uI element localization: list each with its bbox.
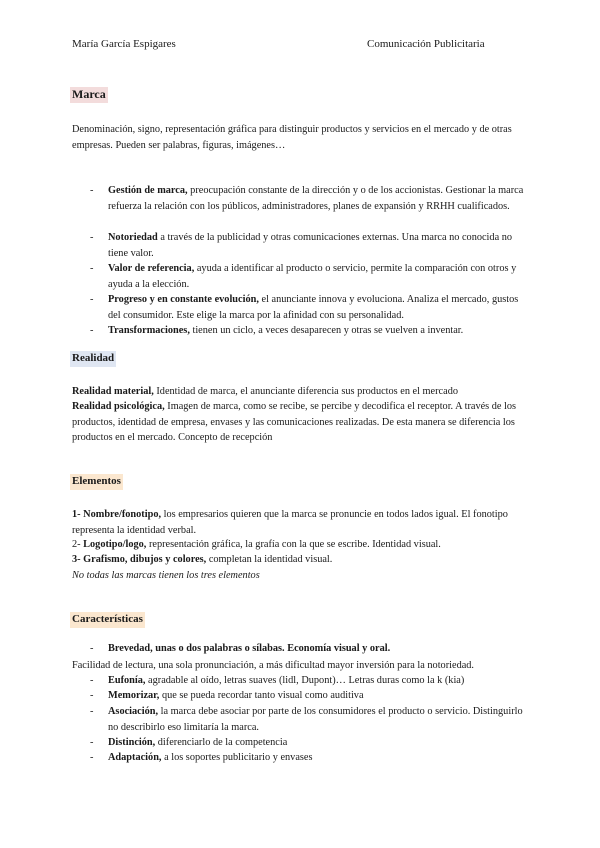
bullet-term: Progreso y en constante evolución,	[108, 294, 259, 305]
bullet-term: Distinción,	[108, 737, 156, 748]
elemento-text: representación gráfica, la grafía con la que se escribe. Identidad visual.	[146, 539, 441, 550]
elemento-term: Grafismo, dibujos y colores,	[83, 554, 207, 565]
bullet-text: el anunciante innova y evoluciona. Analiza el mercado, gustos del consumidor. Este elige la marca por la afinidad con su personalidad.	[108, 294, 519, 321]
bullet-term: Gestión de marca,	[108, 185, 188, 196]
elementos-note-text: No todas las marcas tienen los tres elementos	[72, 570, 260, 581]
realidad-psicologica	[72, 399, 532, 446]
elemento-prefix: 1-	[72, 509, 84, 520]
elemento-item	[72, 552, 532, 568]
bullet-term: Memorizar,	[108, 690, 160, 701]
bullet-term: Asociación,	[108, 706, 159, 717]
realidad-material-text: Identidad de marca, el anunciante diferencia sus productos en el mercado	[153, 386, 458, 397]
elemento-text: completan la identidad visual.	[206, 554, 333, 565]
bullet-text: la marca debe asociar por parte de los consumidores el producto o servicio. Distinguirlo no describirlo eso limitaría la marca.	[108, 706, 523, 733]
bullet-text: ayuda a identificar al producto o servicio, permite la comparación con otros y ayuda a la elección.	[108, 263, 517, 290]
elemento-item	[72, 537, 532, 553]
bullet-text: preocupación constante de la dirección y o de los accionistas. Gestionar la marca refuerza la relación con los públicos, administradores, planes de expansión y RRHH cualificados.	[108, 185, 524, 212]
bullet-term: Adaptación,	[108, 752, 162, 763]
bullet-text: que se pueda recordar tanto visual como auditiva	[159, 690, 364, 701]
elemento-item	[72, 507, 532, 538]
realidad-psico-term: Realidad psicológica,	[72, 401, 165, 412]
bullet-text: a los soportes publicitario y envases	[161, 752, 313, 763]
bullet-text: agradable al oído, letras suaves (lidl, Dupont)… Letras duras como la k (kia)	[145, 675, 465, 686]
realidad-material-term: Realidad material,	[72, 386, 154, 397]
bullet-text: a través de la publicidad y otras comunicaciones externas. Una marca no conocida no tiene valor.	[108, 232, 513, 259]
carac-bullet-main-text: Brevedad, unas o dos palabras o sílabas. Economía visual y oral.	[108, 643, 391, 654]
elemento-text: los empresarios quieren que la marca se pronuncie en todos lados igual. El fonotipo representa la identidad verbal.	[72, 509, 508, 536]
elemento-prefix: 3-	[72, 554, 84, 565]
document-page: María García Espigares Comunicación Publicitaria Marca Denominación, signo, representación gráfica para distinguir productos y servicios en el mercado y de otras empresas. Pueden ser palabras, figuras, imágenes… - Gestión de marca, preocupación constante de la dirección y o de los accionistas. Gestionar la marca refuerza la relación con los públicos, administradores, planes de expansión y RRHH cualificados. - Notoriedad a través de la publicidad y otras comunicaciones externas. Una marca no conocida no tiene valor. - Valor de referencia, ayuda a identificar al producto o servicio, permite la comparación con otros y ayuda a la elección. - Progreso y en constante evolución, el anunciante innova y evoluciona. Analiza el mercado, gustos del consumidor. Este elige la marca por la afinidad con su personalidad. - Transformaciones, tienen un ciclo, a veces desaparecen y otras se vuelven a inventar. Realidad Realidad material, Identidad de marca, el anunciante diferencia sus productos en el mercado Realidad psicológica, Imagen de marca, como se recibe, se percibe y decodifica el receptor. A través de los productos, identidad de empresa, envases y las comunicaciones realizadas. De esta manera se diferencia los productos en el mercado. Concepto de recepción Elementos 1- Nombre/fonotipo, los empresarios quieren que la marca se pronuncie en todos lados igual. El fonotipo representa la identidad verbal. 2- Logotipo/logo, representación gráfica, la grafía con la que se escribe. Identidad visual. 3- Grafismo, dibujos y colores, completan la identidad visual. No todas las marcas tienen los tres elementos Características - Brevedad, unas o dos palabras o sílabas. Economía visual y oral. Facilidad de lectura, una sola pronunciación, a más dificultad mayor inversión para la notoriedad. - Eufonía, agradable al oído, letras suaves (lidl, Dupont)… Letras duras como la k (kia) - Memorizar, que se pueda recordar tanto visual como auditiva - Asociación, la marca debe asociar por parte de los consumidores el producto o servicio. Distinguirlo no describirlo eso limitaría la marca. - Distinción, diferenciarlo de la competencia - Adaptación, a los soportes publicitario y envases	[0, 0, 600, 848]
section-title-marca: Marca	[72, 87, 106, 101]
header-author: María García Espigares	[72, 38, 176, 50]
header-subject: Comunicación Publicitaria	[367, 38, 485, 50]
bullet-term: Notoriedad	[108, 232, 158, 243]
bullet-term: Eufonía,	[108, 675, 146, 686]
elementos-note	[72, 568, 532, 584]
elemento-prefix: 2-	[72, 539, 84, 550]
carac-followup: Facilidad de lectura, una sola pronunciación, a más dificultad mayor inversión para la notoriedad.	[72, 660, 475, 671]
marca-definition: Denominación, signo, representación gráfica para distinguir productos y servicios en el mercado y de otras empresas. Pueden ser palabras, figuras, imágenes…	[72, 124, 512, 151]
section-title-realidad: Realidad	[70, 351, 116, 367]
section-title-elementos: Elementos	[70, 474, 123, 490]
bullet-term: Transformaciones,	[108, 325, 190, 336]
realidad-material	[72, 384, 532, 400]
section-title-caracteristicas: Características	[70, 612, 145, 628]
bullet-text: diferenciarlo de la competencia	[155, 737, 288, 748]
bullet-text: tienen un ciclo, a veces desaparecen y otras se vuelven a inventar.	[189, 325, 464, 336]
elemento-term: Logotipo/logo,	[83, 539, 147, 550]
elemento-term: Nombre/fonotipo,	[83, 509, 162, 520]
bullet-term: Valor de referencia,	[108, 263, 195, 274]
realidad-psico-text: Imagen de marca, como se recibe, se percibe y decodifica el receptor. A través de los productos, identidad de empresa, envases y las comunicaciones realizadas. De esta manera se diferencia los productos en el mercado. Concepto de recepción	[72, 401, 517, 444]
